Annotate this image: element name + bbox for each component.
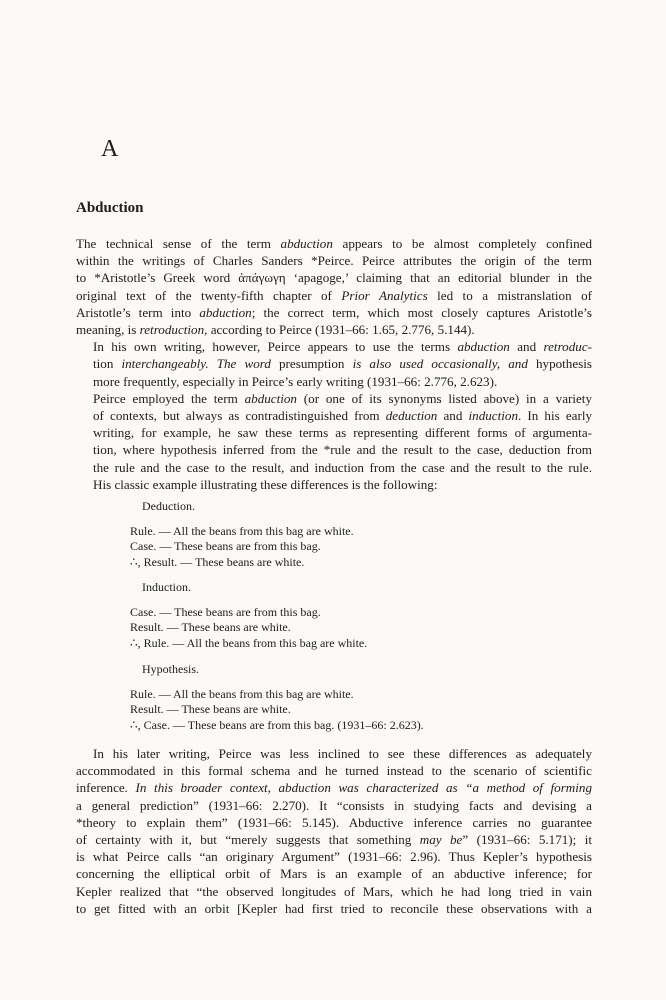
text-line bbox=[76, 762, 592, 779]
text-run: Peirce employed the term bbox=[93, 390, 245, 406]
text-line bbox=[76, 797, 592, 814]
text-run: *theory to explain them” (1931–66: 5.145). Abductive inference carries no guarantee bbox=[76, 814, 592, 830]
text-run: within the writings of Charles Sanders *Peirce. Peirce attributes the origin of the term bbox=[76, 253, 592, 269]
text-run: accommodated in this formal schema and he turned instead to the scenario of scientific bbox=[76, 763, 592, 779]
text-line bbox=[76, 848, 592, 865]
text-run: The technical sense of the term bbox=[76, 236, 281, 251]
section-letter: A bbox=[101, 136, 119, 162]
paragraph-2 bbox=[76, 338, 592, 390]
text-run: presumption bbox=[279, 356, 345, 372]
text-line bbox=[76, 269, 592, 286]
text-run: to get fitted with an orbit [Kepler had first tried to reconcile these observations with a bbox=[76, 900, 592, 916]
text-line bbox=[76, 304, 592, 321]
syllogism-line: ∴, Case. — These beans are from this bag. (1931–66: 2.623). bbox=[130, 717, 424, 732]
example-heading: Hypothesis. bbox=[142, 662, 199, 676]
text-run: writing, for example, he saw these terms as representing different forms of argumenta- bbox=[93, 425, 592, 441]
italic-term: induction bbox=[468, 408, 518, 424]
text-run: ; the correct term, which most closely captures Aristotle’s bbox=[251, 304, 593, 320]
entry-title: Abduction bbox=[76, 200, 144, 216]
text-run: tion, where hypothesis inferred from the *rule and the result to the case, deduction from bbox=[93, 442, 592, 458]
example-heading: Deduction. bbox=[142, 499, 195, 513]
example-heading: Induction. bbox=[142, 580, 191, 594]
text-line bbox=[76, 441, 592, 458]
text-line bbox=[76, 476, 592, 493]
italic-term: abduction bbox=[280, 236, 333, 251]
italic-term: . In this broader context, abduction was characterized as “a method of forming bbox=[124, 780, 592, 796]
italic-term: Prior Analytics bbox=[341, 287, 428, 303]
text-run: tion bbox=[93, 356, 114, 372]
text-line bbox=[76, 459, 592, 476]
text-run: meaning, is bbox=[76, 322, 140, 338]
text-line bbox=[76, 900, 592, 917]
text-run: (or one of its synonyms listed above) in a variety bbox=[296, 390, 592, 406]
text-run: , according to Peirce (1931–66: 1.65, 2.776, 5.144). bbox=[204, 322, 475, 338]
entry-body bbox=[76, 235, 592, 493]
text-run: In his own writing, however, Peirce appears to use the terms bbox=[93, 339, 458, 355]
italic-term: abduction bbox=[199, 304, 252, 320]
example-hypothesis bbox=[130, 662, 530, 733]
text-run: inference bbox=[76, 780, 125, 796]
text-run: and bbox=[509, 339, 544, 355]
text-line bbox=[76, 355, 592, 372]
italic-term: abduction bbox=[244, 390, 297, 406]
text-run: of certainty with it, but “merely suggests that something bbox=[76, 832, 420, 848]
text-line bbox=[76, 865, 592, 882]
syllogism-line: Result. — These beans are white. bbox=[130, 702, 291, 717]
italic-term: is also used occasionally, and bbox=[344, 356, 536, 372]
text-run: His classic example illustrating these differences is the following: bbox=[93, 476, 438, 492]
example-deduction bbox=[130, 499, 530, 570]
text-run: to *Aristotle’s Greek word ἀπάγωγη ‘apagoge,’ claiming that an editorial blunder in the bbox=[76, 270, 592, 286]
text-run: . In his early bbox=[518, 408, 593, 424]
italic-term: deduction bbox=[385, 408, 438, 424]
italic-term: may be bbox=[419, 832, 463, 848]
syllogism-line: ∴, Result. — These beans are white. bbox=[130, 554, 305, 569]
text-run: more frequently, especially in Peirce’s early writing (1931–66: 2.776, 2.623). bbox=[93, 373, 498, 389]
text-run: is what Peirce calls “an originary Argument” (1931–66: 2.96). Thus Kepler’s hypothesis bbox=[76, 849, 592, 865]
paragraph-4 bbox=[76, 745, 592, 917]
paragraph-1 bbox=[76, 235, 592, 338]
text-run: concerning the elliptical orbit of Mars is an example of an abductive inference; for bbox=[76, 866, 592, 882]
text-line bbox=[76, 814, 592, 831]
text-run: ” (1931–66: 5.171); it bbox=[462, 832, 592, 848]
text-run: the rule and the case to the result, and induction from the case and the result to the rule. bbox=[93, 459, 592, 475]
text-line bbox=[76, 779, 592, 796]
syllogism-line: Rule. — All the beans from this bag are white. bbox=[130, 686, 354, 701]
syllogism-line: Result. — These beans are white. bbox=[130, 620, 291, 635]
text-line bbox=[76, 390, 592, 407]
text-line bbox=[76, 745, 592, 762]
syllogism-line: ∴, Rule. — All the beans from this bag are white. bbox=[130, 635, 368, 650]
text-run: a general prediction” (1931–66: 2.270). It “consists in studying facts and devising a bbox=[76, 797, 592, 813]
text-line bbox=[76, 338, 592, 355]
text-run: Aristotle’s term into bbox=[76, 304, 200, 320]
text-line bbox=[76, 321, 592, 338]
example-induction bbox=[130, 580, 530, 651]
text-run: appears to be almost completely confined bbox=[332, 236, 592, 251]
syllogism-line: Case. — These beans are from this bag. bbox=[130, 539, 321, 554]
italic-term: abduction bbox=[457, 339, 510, 355]
italic-term: interchangeably. The word bbox=[113, 356, 279, 372]
text-line bbox=[76, 287, 592, 304]
text-line bbox=[76, 883, 592, 900]
text-line bbox=[76, 831, 592, 848]
text-line bbox=[76, 252, 592, 269]
syllogism-line: Rule. — All the beans from this bag are white. bbox=[130, 523, 354, 538]
syllogism-line: Case. — These beans are from this bag. bbox=[130, 604, 321, 619]
italic-term: retroduc- bbox=[543, 339, 592, 355]
text-line bbox=[76, 235, 592, 252]
text-line bbox=[76, 424, 592, 441]
text-run: led to a mistranslation of bbox=[427, 287, 592, 303]
text-run: Kepler realized that “the observed longitudes of Mars, which he had long tried in vain bbox=[76, 883, 592, 899]
text-run: original text of the twenty-fifth chapter of bbox=[76, 287, 342, 303]
paragraph-3 bbox=[76, 390, 592, 493]
text-run: In his later writing, Peirce was less inclined to see these differences as adequately bbox=[93, 746, 592, 761]
text-run: of contexts, but always as contradistinguished from bbox=[93, 408, 386, 424]
italic-term: retroduction bbox=[139, 322, 205, 338]
text-line bbox=[76, 373, 592, 390]
text-line bbox=[76, 407, 592, 424]
text-run: and bbox=[437, 408, 469, 424]
text-run: hypothesis bbox=[535, 356, 592, 372]
